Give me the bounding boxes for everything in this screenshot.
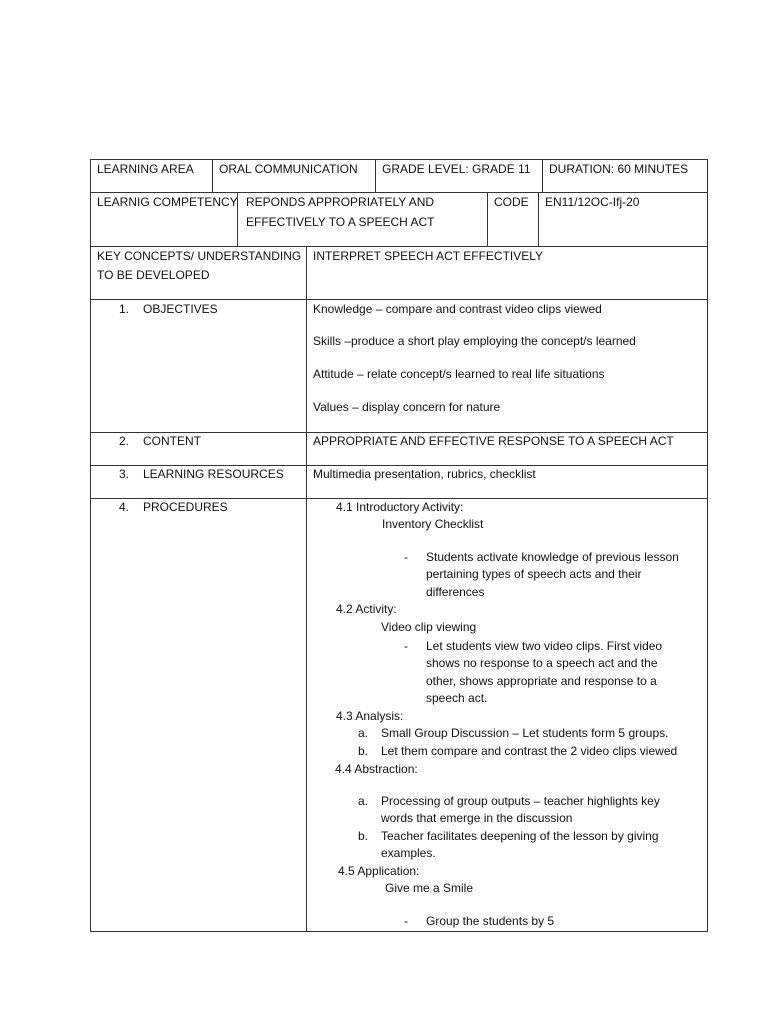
objectives-label: 1. OBJECTIVES [119, 302, 218, 316]
section-4-3-item-b: Let them compare and contrast the 2 video clips viewed [381, 744, 678, 758]
procedures-body [306, 499, 707, 931]
section-4-2-heading: 4.2 Activity: [336, 602, 397, 616]
bullet-dash: - [404, 914, 408, 928]
row-procedures [90, 499, 708, 932]
section-4-5-bullet-line1: Group the students by 5 [426, 914, 555, 928]
section-4-2-bullet-line4: speech act. [426, 691, 488, 705]
section-4-1-heading: 4.1 Introductory Activity: [336, 500, 464, 514]
list-marker-b: b. [358, 829, 369, 843]
competency-value-line2: EFFECTIVELY TO A SPEECH ACT [246, 215, 435, 229]
list-marker-a: a. [358, 794, 369, 808]
content-label: 2. CONTENT [119, 434, 201, 448]
section-4-1-subheading: Inventory Checklist [382, 517, 484, 531]
section-4-1-bullet-line2: pertaining types of speech acts and their [426, 567, 642, 581]
objective-knowledge: Knowledge – compare and contrast video clips viewed [313, 302, 602, 316]
lesson-plan-table [90, 159, 708, 932]
bullet-dash: - [404, 639, 408, 653]
section-4-4-heading: 4.4 Abstraction: [335, 762, 418, 776]
list-marker-a: a. [358, 726, 369, 740]
procedures-label: 4. PROCEDURES [119, 500, 228, 514]
section-4-4-item-a-line2: words that emerge in the discussion [381, 811, 573, 825]
code-label: CODE [494, 195, 529, 209]
resources-label: 3. LEARNING RESOURCES [119, 467, 284, 481]
code-value: EN11/12OC-Ifj-20 [545, 195, 640, 209]
duration: DURATION: 60 MINUTES [549, 162, 689, 176]
section-4-1-bullet-line3: differences [426, 585, 485, 599]
objective-values: Values – display concern for nature [313, 400, 501, 414]
bullet-dash: - [404, 550, 408, 564]
list-marker-b: b. [358, 744, 369, 758]
section-4-5-subheading: Give me a Smile [385, 881, 474, 895]
competency-value-line1: REPONDS APPROPRIATELY AND [246, 195, 435, 209]
objective-attitude: Attitude – relate concept/s learned to real life situations [313, 367, 605, 381]
section-4-5-heading: 4.5 Application: [338, 864, 420, 878]
key-concepts-label-line1: KEY CONCEPTS/ UNDERSTANDING [97, 249, 302, 263]
section-4-3-item-a: Small Group Discussion – Let students form 5 groups. [381, 726, 669, 740]
learning-area-value: ORAL COMMUNICATION [219, 162, 358, 176]
section-4-4-item-a-line1: Processing of group outputs – teacher highlights key [381, 794, 660, 808]
row-learning-resources [90, 466, 708, 499]
resources-value: Multimedia presentation, rubrics, checklist [313, 467, 536, 481]
key-concepts-label-line2: TO BE DEVELOPED [97, 268, 210, 282]
section-4-2-bullet-line1: Let students view two video clips. First video [426, 639, 663, 653]
row-key-concepts [90, 247, 708, 300]
learning-area-label: LEARNING AREA [97, 162, 194, 176]
row-objectives [90, 300, 708, 433]
section-4-4-item-b-line1: Teacher facilitates deepening of the lesson by giving [381, 829, 659, 843]
section-4-2-bullet-line3: other, shows appropriate and response to a [426, 674, 657, 688]
competency-label: LEARNIG COMPETENCY [97, 195, 238, 209]
section-4-1-bullet-line1: Students activate knowledge of previous lesson [426, 550, 679, 564]
row-competency [90, 193, 708, 247]
section-4-2-subheading: Video clip viewing [381, 620, 477, 634]
section-4-4-item-b-line2: examples. [381, 846, 436, 860]
row-content [90, 433, 708, 466]
content-value: APPROPRIATE AND EFFECTIVE RESPONSE TO A SPEECH ACT [313, 434, 674, 448]
key-concepts-value: INTERPRET SPEECH ACT EFFECTIVELY [313, 249, 544, 263]
section-4-3-heading: 4.3 Analysis: [336, 709, 404, 723]
grade-level: GRADE LEVEL: GRADE 11 [382, 162, 531, 176]
section-4-2-bullet-line2: shows no response to a speech act and the [426, 656, 658, 670]
row-learning-area [90, 159, 708, 193]
objective-skills: Skills –produce a short play employing the concept/s learned [313, 334, 636, 348]
